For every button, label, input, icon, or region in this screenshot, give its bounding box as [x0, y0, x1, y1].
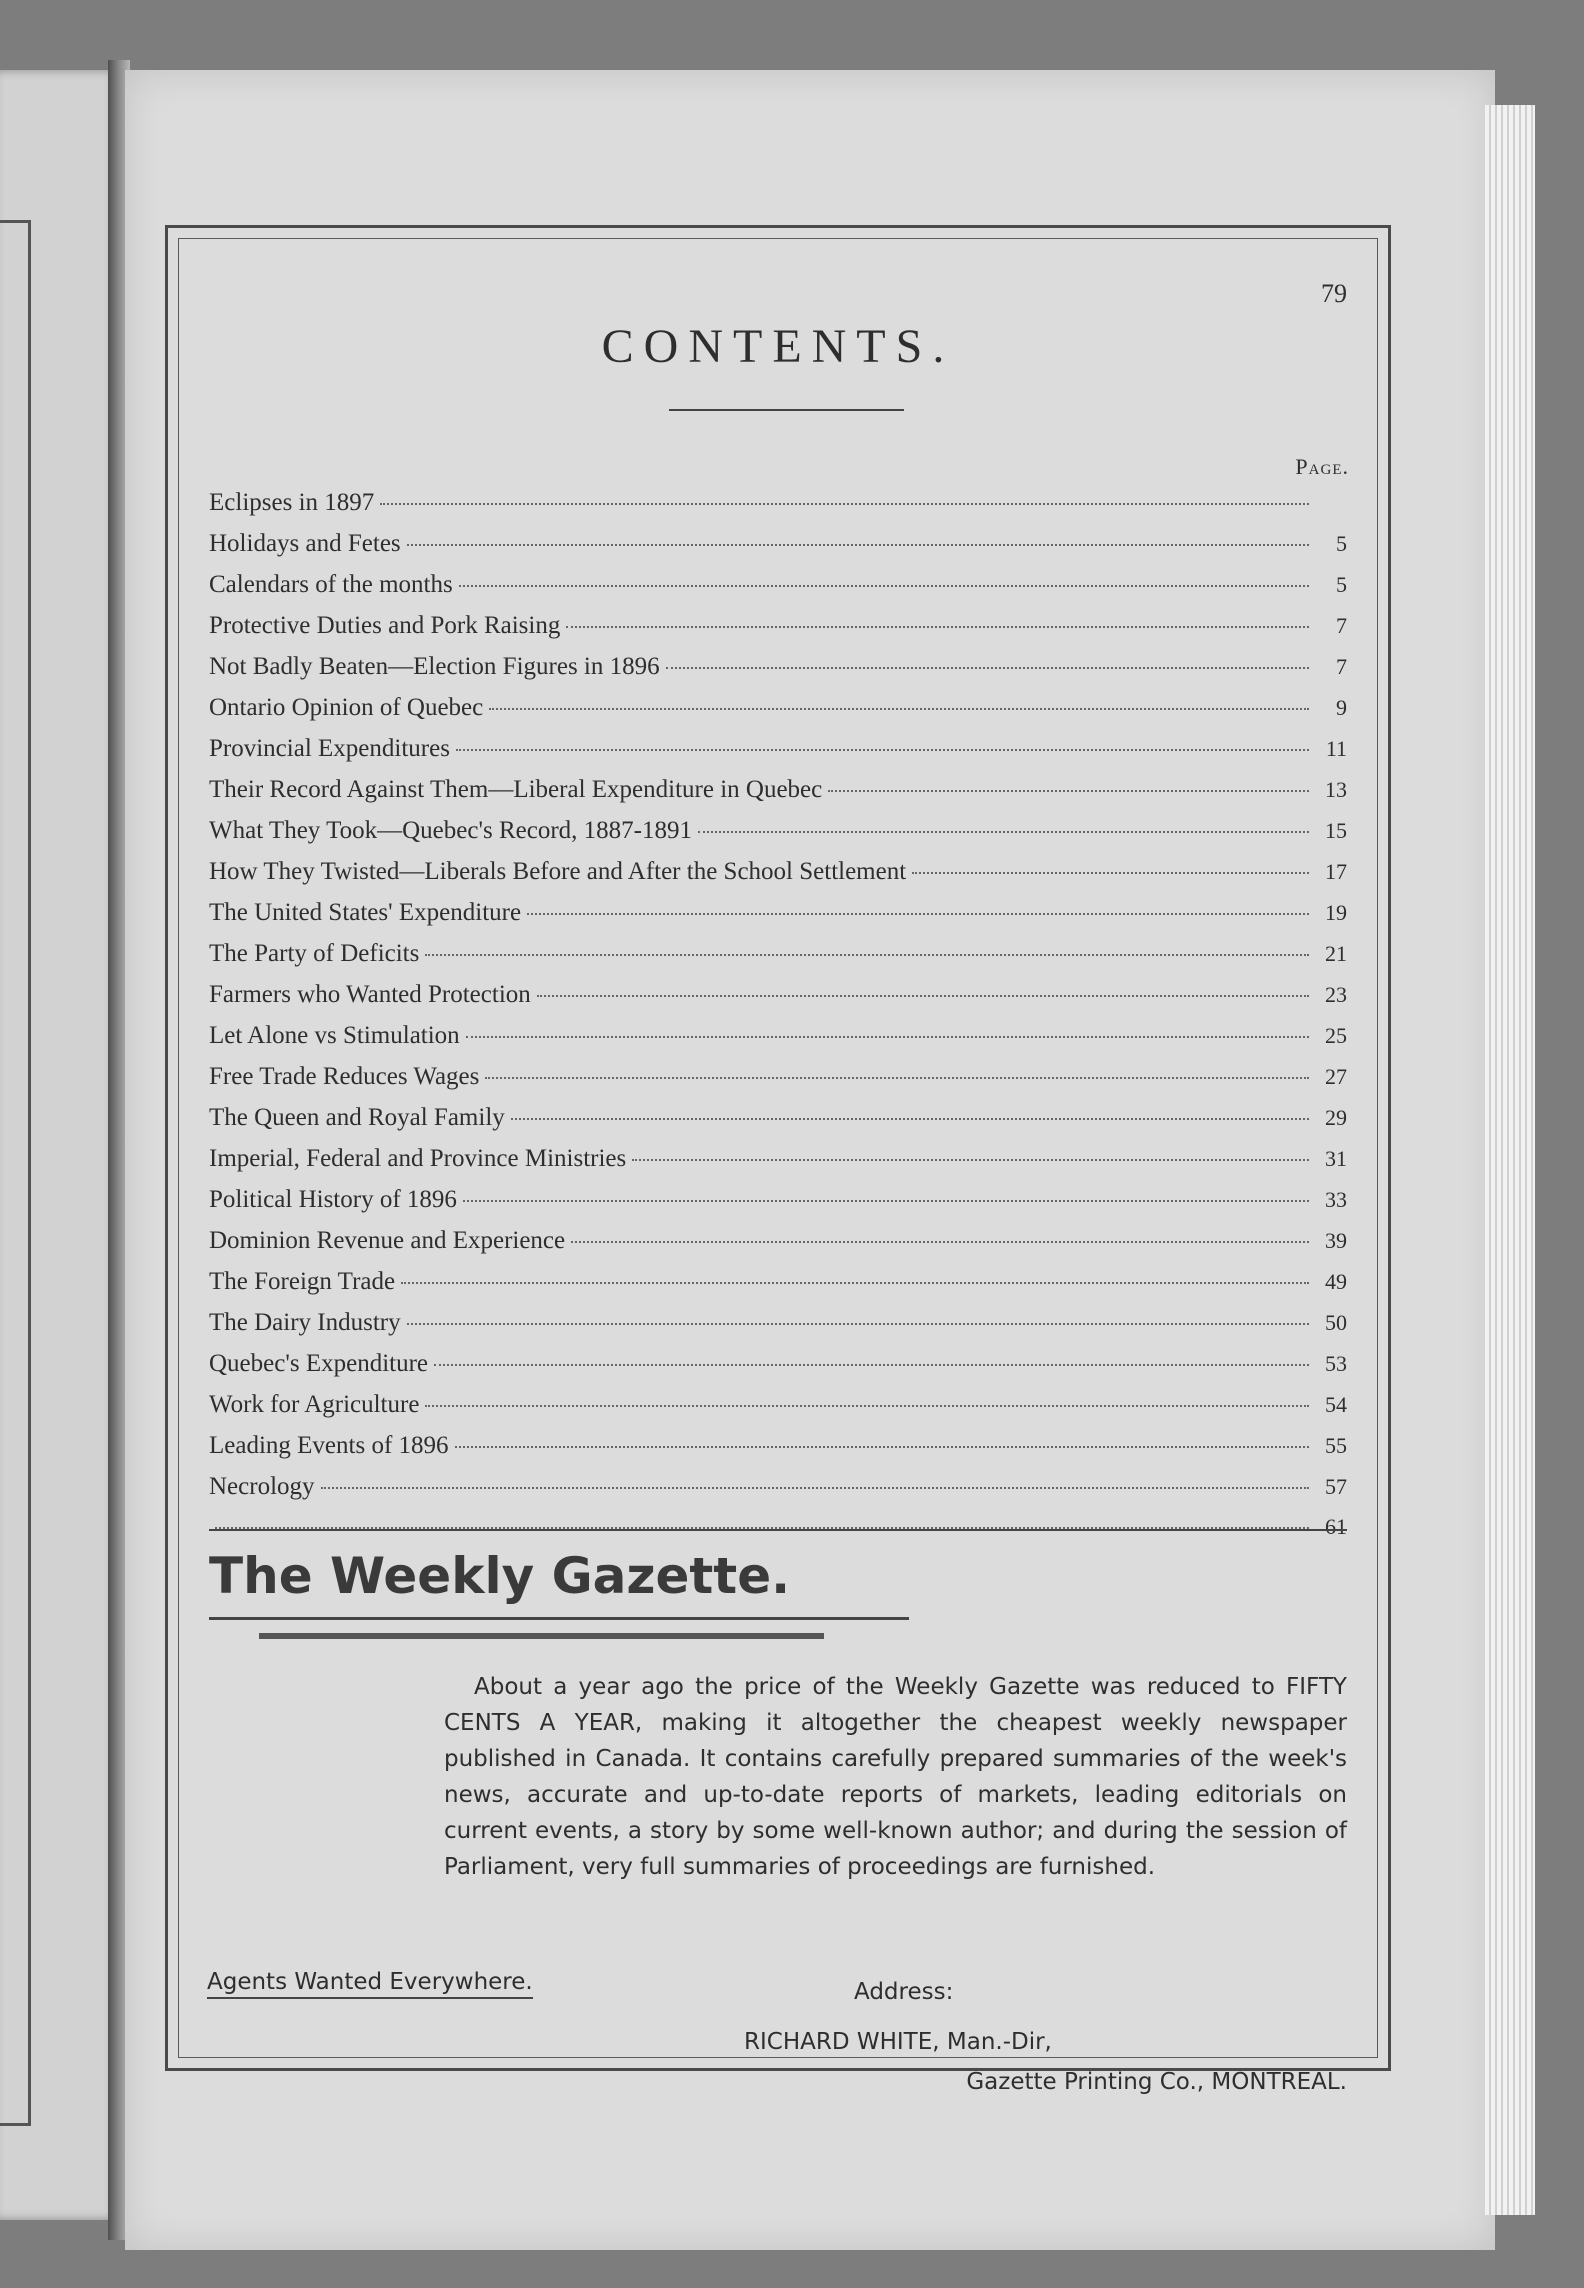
toc-entry-title: Necrology — [209, 1473, 315, 1500]
toc-entry-title: Political History of 1896 — [209, 1186, 457, 1213]
toc-entry-title: Quebec's Expenditure — [209, 1350, 429, 1377]
toc-entry-page: 29 — [1325, 1105, 1347, 1130]
toc-entry-title: Calendars of the months — [209, 571, 453, 598]
page-title: CONTENTS. — [601, 320, 955, 373]
toc-entry-title: Protective Duties and Pork Raising — [209, 612, 561, 639]
dot-leader — [666, 667, 1309, 669]
toc-entry-page: 27 — [1325, 1064, 1347, 1089]
toc-entry[interactable] — [209, 612, 1347, 653]
dot-leader — [463, 1200, 1309, 1202]
toc-entry-page: 50 — [1325, 1310, 1347, 1335]
dot-leader — [434, 1364, 1309, 1366]
dot-leader — [828, 790, 1309, 792]
dot-leader — [566, 626, 1309, 628]
dot-leader — [489, 708, 1309, 710]
toc-entry-title: What They Took—Quebec's Record, 1887-1891 — [209, 817, 692, 844]
toc-entry-page: 15 — [1325, 818, 1347, 843]
toc-entry-title: Work for Agriculture — [209, 1391, 420, 1418]
toc-entry-page: 9 — [1336, 695, 1347, 720]
toc-entry[interactable] — [209, 817, 1347, 858]
toc-entry-page: 11 — [1325, 736, 1347, 761]
toc-entry[interactable] — [209, 1186, 1347, 1227]
address-label: Address: — [854, 1979, 954, 2005]
dot-leader — [407, 1323, 1309, 1325]
toc-entry-title: Let Alone vs Stimulation — [209, 1022, 460, 1049]
company-line: Gazette Printing Co., MONTREAL. — [966, 2069, 1347, 2095]
dot-leader — [571, 1241, 1309, 1243]
toc-entry-title: Their Record Against Them—Liberal Expenditure in Quebec — [209, 776, 823, 803]
toc-entry[interactable] — [209, 530, 1347, 571]
table-of-contents — [209, 489, 1347, 1555]
section-divider — [209, 1529, 1347, 1531]
title-rule — [669, 409, 904, 411]
toc-entry-page: 57 — [1325, 1474, 1347, 1499]
toc-entry-title: Provincial Expenditures — [209, 735, 450, 762]
toc-entry[interactable] — [209, 1063, 1347, 1104]
toc-entry-title: Imperial, Federal and Province Ministries — [209, 1145, 627, 1172]
toc-entry-page: 55 — [1325, 1433, 1347, 1458]
toc-entry[interactable] — [209, 899, 1347, 940]
dot-leader — [425, 954, 1309, 956]
advertisement-body: About a year ago the price of the Weekly Gazette was reduced to FIFTY CENTS A YEAR, making it altogether the cheapest weekly newspaper published in Canada. It contains carefully prepared summaries of the week's news, accurate and up-to-date reports of markets, leading editorials on current events, a story by some well-known author; and during the session of Parliament, very full summaries of proceedings are furnished. — [444, 1674, 1347, 1880]
toc-entry-title: Not Badly Beaten—Election Figures in 1896 — [209, 653, 660, 680]
dot-leader — [466, 1036, 1309, 1038]
toc-entry-page: 33 — [1325, 1187, 1347, 1212]
dot-leader — [632, 1159, 1309, 1161]
toc-entry-title: Farmers who Wanted Protection — [209, 981, 531, 1008]
toc-entry-title: The Party of Deficits — [209, 940, 420, 967]
dot-leader — [401, 1282, 1309, 1284]
toc-entry[interactable] — [209, 1022, 1347, 1063]
dot-leader — [459, 585, 1309, 587]
toc-entry[interactable] — [209, 1104, 1347, 1145]
dot-leader — [511, 1118, 1309, 1120]
signature-line: RICHARD WHITE, Man.-Dir, — [744, 2029, 1052, 2055]
toc-entry-title: The Foreign Trade — [209, 1268, 396, 1295]
toc-entry[interactable] — [209, 1473, 1347, 1514]
dot-leader — [407, 544, 1309, 546]
toc-entry-title: Ontario Opinion of Quebec — [209, 694, 484, 721]
dot-leader — [455, 1446, 1309, 1448]
book-page — [125, 70, 1495, 2250]
toc-entry-page: 5 — [1336, 572, 1347, 597]
toc-entry[interactable] — [209, 735, 1347, 776]
page-stack-edges — [1485, 105, 1535, 2215]
dot-leader — [456, 749, 1309, 751]
toc-entry-page: 25 — [1325, 1023, 1347, 1048]
toc-entry[interactable] — [209, 858, 1347, 899]
toc-entry-page: 49 — [1325, 1269, 1347, 1294]
toc-entry-page: 13 — [1325, 777, 1347, 802]
toc-entry-page: 7 — [1336, 613, 1347, 638]
toc-entry[interactable] — [209, 694, 1347, 735]
page-inner-border — [178, 238, 1378, 2095]
toc-entry-page: 17 — [1325, 859, 1347, 884]
agents-wanted-notice: Agents Wanted Everywhere. — [207, 1969, 533, 1999]
toc-entry-page: 53 — [1325, 1351, 1347, 1376]
toc-entry[interactable] — [209, 981, 1347, 1022]
toc-entry[interactable] — [209, 940, 1347, 981]
dot-leader — [527, 913, 1309, 915]
previous-page-frame — [0, 220, 31, 2126]
dot-leader — [698, 831, 1309, 833]
dot-leader — [537, 995, 1309, 997]
advertisement-title-underline — [259, 1633, 824, 1639]
page-border — [165, 225, 1391, 2095]
toc-entry[interactable] — [209, 1350, 1347, 1391]
toc-entry[interactable] — [209, 1432, 1347, 1473]
toc-entry[interactable] — [209, 571, 1347, 612]
toc-entry[interactable] — [209, 489, 1347, 530]
toc-entry-title: The Queen and Royal Family — [209, 1104, 505, 1131]
toc-entry-page: 61 — [1325, 1514, 1347, 1539]
toc-entry-page: 31 — [1325, 1146, 1347, 1171]
toc-entry-title: Holidays and Fetes — [209, 530, 401, 557]
toc-entry-title: Leading Events of 1896 — [209, 1432, 449, 1459]
toc-entry[interactable] — [209, 1145, 1347, 1186]
toc-entry[interactable] — [209, 1227, 1347, 1268]
toc-entry-page: 21 — [1325, 941, 1347, 966]
dot-leader — [321, 1487, 1309, 1489]
toc-entry-page: 23 — [1325, 982, 1347, 1007]
toc-entry-title: Free Trade Reduces Wages — [209, 1063, 480, 1090]
toc-entry-page: 7 — [1336, 654, 1347, 679]
toc-entry-title: The United States' Expenditure — [209, 899, 522, 926]
toc-entry[interactable] — [209, 1268, 1347, 1309]
previous-page — [0, 70, 120, 2220]
toc-entry[interactable] — [209, 1391, 1347, 1432]
dot-leader — [912, 872, 1309, 874]
toc-entry[interactable] — [209, 1309, 1347, 1350]
toc-entry-title: The Dairy Industry — [209, 1309, 401, 1336]
toc-entry-title: Eclipses in 1897 — [209, 489, 375, 516]
toc-entry[interactable] — [209, 653, 1347, 694]
toc-entry-page: 19 — [1325, 900, 1347, 925]
toc-entry[interactable] — [209, 776, 1347, 817]
dot-leader — [425, 1405, 1309, 1407]
toc-entry-page: 5 — [1336, 531, 1347, 556]
toc-entry-title: How They Twisted—Liberals Before and After the School Settlement — [209, 858, 907, 885]
page-column-header: Page. — [1295, 454, 1349, 479]
toc-entry-page: 39 — [1325, 1228, 1347, 1253]
dot-leader — [380, 503, 1309, 505]
toc-entry-page: 54 — [1325, 1392, 1347, 1417]
page-number: 79 — [1321, 279, 1347, 308]
advertisement-title-rule — [209, 1617, 909, 1620]
dot-leader — [485, 1077, 1309, 1079]
toc-entry-title: Dominion Revenue and Experience — [209, 1227, 566, 1254]
advertisement-title: The Weekly Gazette. — [209, 1547, 791, 1605]
